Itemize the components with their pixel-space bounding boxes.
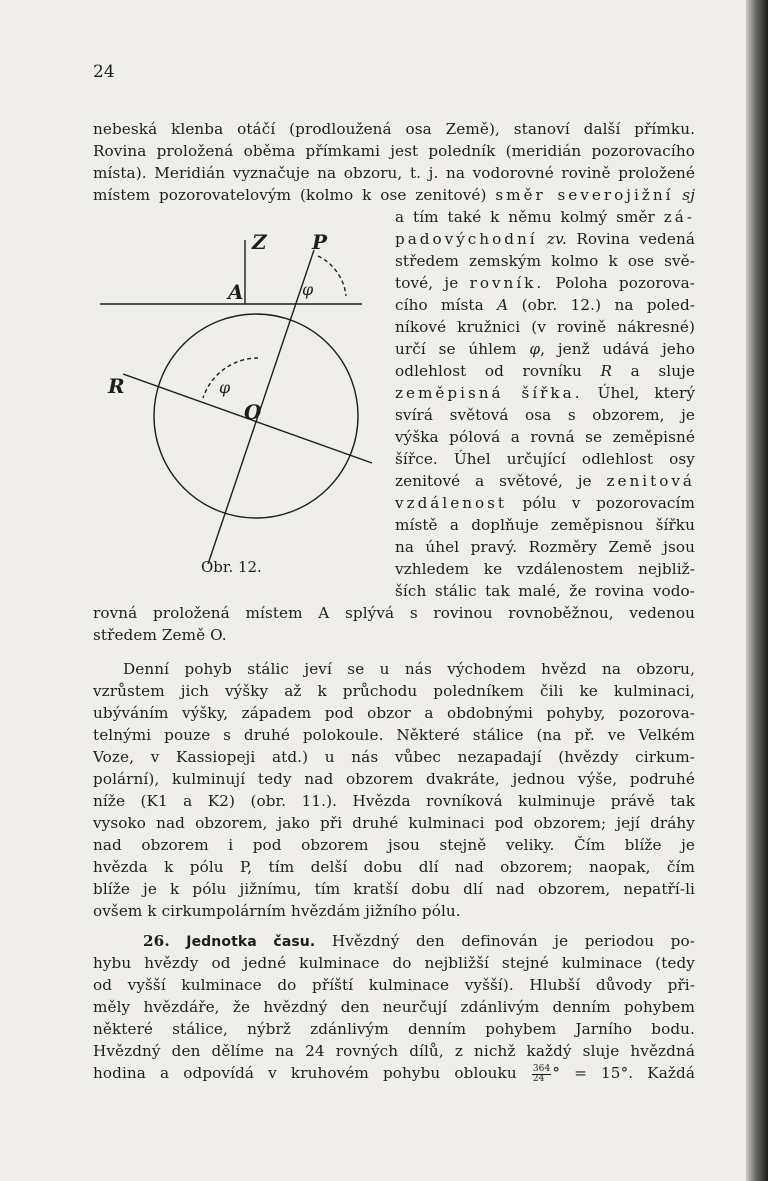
- text-line: nebeská klenba otáčí (prodloužená osa Země), stanoví další přímku.: [93, 120, 695, 138]
- text-line: vzhledem ke vzdálenostem nejbliž-: [395, 560, 695, 578]
- section-number: 26.: [143, 932, 170, 950]
- section-heading-line: [93, 930, 695, 953]
- text-line: středem zemským kolmo k ose svě-: [395, 252, 695, 270]
- text-line: odlehlost od rovníku R a sluje: [395, 362, 695, 380]
- section-title: Jednotka času.: [186, 934, 316, 950]
- label-center: O: [244, 400, 262, 424]
- text-line: ovšem k cirkumpolárním hvězdám jižního pólu.: [93, 902, 461, 920]
- text-line: nad obzorem i pod obzorem jsou stejně veliky. Čím blíže je: [93, 836, 695, 854]
- text-line: hvězda k pólu P, tím delší dobu dlí nad obzorem; naopak, čím: [93, 858, 695, 876]
- text-line: šířce. Úhel určující odlehlost osy: [395, 450, 695, 468]
- label-phi-upper: φ: [302, 280, 314, 299]
- text-line: Voze, v Kassiopeji atd.) u nás vůbec nezapadají (hvězdy cirkum-: [93, 748, 695, 766]
- page-number: 24: [93, 62, 115, 82]
- text-run: Hvězdný den definován je periodou po-: [331, 932, 695, 950]
- text-line: vzdálenost pólu v pozorovacím: [395, 494, 695, 512]
- text-line: níkové kružnici (v rovině nákresné): [395, 318, 695, 336]
- text-line: níže (K1 a K2) (obr. 11.). Hvězda rovníková kulminuje právě tak: [93, 792, 695, 810]
- text-line: padovýchodní zv. Rovina vedená: [395, 230, 695, 248]
- text-line: Hvězdný den dělíme na 24 rovných dílů, z nichž každý sluje hvězdná: [93, 1042, 695, 1060]
- meridian-diagram-svg: [100, 228, 390, 568]
- spaced-term: směr severojižní: [495, 186, 674, 204]
- text-line: rovná proložená místem A splývá s rovinou rovnoběžnou, vedenou: [93, 604, 695, 622]
- text-run: ° = 15°. Každá: [552, 1064, 695, 1082]
- label-equator: R: [108, 374, 125, 398]
- figure-meridian-diagram: [100, 228, 390, 568]
- text-line: tové, je rovník. Poloha pozorova-: [395, 274, 696, 292]
- text-line: hybu hvězdy od jedné kulminace do nejbližší stejné kulminace (tedy: [93, 954, 695, 972]
- text-line: [93, 1062, 695, 1084]
- text-line: výška pólová a rovná se zeměpisné: [395, 428, 695, 446]
- text-line: vysoko nad obzorem, jako při druhé kulminaci pod obzorem; její dráhy: [93, 814, 695, 832]
- phi-arc-inner: [203, 358, 258, 398]
- label-pole: P: [312, 230, 328, 254]
- text-line: na úhel pravý. Rozměry Země jsou: [395, 538, 695, 556]
- text-line: svírá světová osa s obzorem, je: [395, 406, 695, 424]
- text-line: určí se úhlem φ, jenž udává jeho: [395, 340, 695, 358]
- book-binding-edge: [746, 0, 768, 1181]
- fraction: $\frac{364}{24}$: [532, 1063, 551, 1084]
- text-run: místem pozorovatelovým (kolmo k ose zenitové): [93, 186, 487, 204]
- text-line: telnými pouze s druhé polokoule. Některé stálice (na př. ve Velkém: [93, 726, 695, 744]
- figure-caption: Obr. 12.: [201, 558, 262, 576]
- text-line: vzrůstem jich výšky až k průchodu poledníkem čili ke kulminaci,: [93, 682, 695, 700]
- text-line: ších stálic tak malé, že rovina vodo-: [395, 582, 695, 600]
- text-line: některé stálice, nýbrž zdánlivým denním pohybem Jarního bodu.: [93, 1020, 695, 1038]
- text-line: zeměpisná šířka. Úhel, který: [395, 384, 695, 402]
- text-line: Denní pohyb stálic jeví se u nás východem hvězd na obzoru,: [123, 660, 695, 678]
- text-line: [93, 184, 695, 206]
- text-line: místě a doplňuje zeměpisnou šířku: [395, 516, 695, 534]
- text-line: cího místa A (obr. 12.) na poled-: [395, 296, 696, 314]
- text-line: a tím také k němu kolmý směr zá-: [395, 208, 695, 226]
- text-line: polární), kulminují tedy nad obzorem dvakráte, jednou výše, podruhé: [93, 770, 695, 788]
- text-line: od vyšší kulminace do příští kulminace vyšší). Hlubší důvody při-: [93, 976, 695, 994]
- text-run: hodina a odpovídá v kruhovém pohybu oblouku: [93, 1064, 517, 1082]
- text-line: místa). Meridián vyznačuje na obzoru, t. j. na vodorovné rovině proložené: [93, 164, 695, 182]
- text-line: měly hvězdáře, že hvězdný den neurčují zdánlivým denním pohybem: [93, 998, 695, 1016]
- text-line: ubýváním výšky, západem pod obzor a obdobnými pohyby, pozorova-: [93, 704, 695, 722]
- math-symbol: sj: [682, 186, 695, 204]
- text-line: středem Země O.: [93, 626, 227, 644]
- label-zenith: Z: [252, 230, 267, 254]
- label-phi-lower: φ: [219, 378, 231, 397]
- text-line: Rovina proložená oběma přímkami jest poledník (meridián pozorovacího: [93, 142, 695, 160]
- label-place: A: [228, 280, 244, 304]
- text-line: zenitové a světové, je zenitová: [395, 472, 695, 490]
- phi-arc-outer: [318, 256, 346, 296]
- text-line: blíže je k pólu jižnímu, tím kratší dobu dlí nad obzorem, nepatří-li: [93, 880, 695, 898]
